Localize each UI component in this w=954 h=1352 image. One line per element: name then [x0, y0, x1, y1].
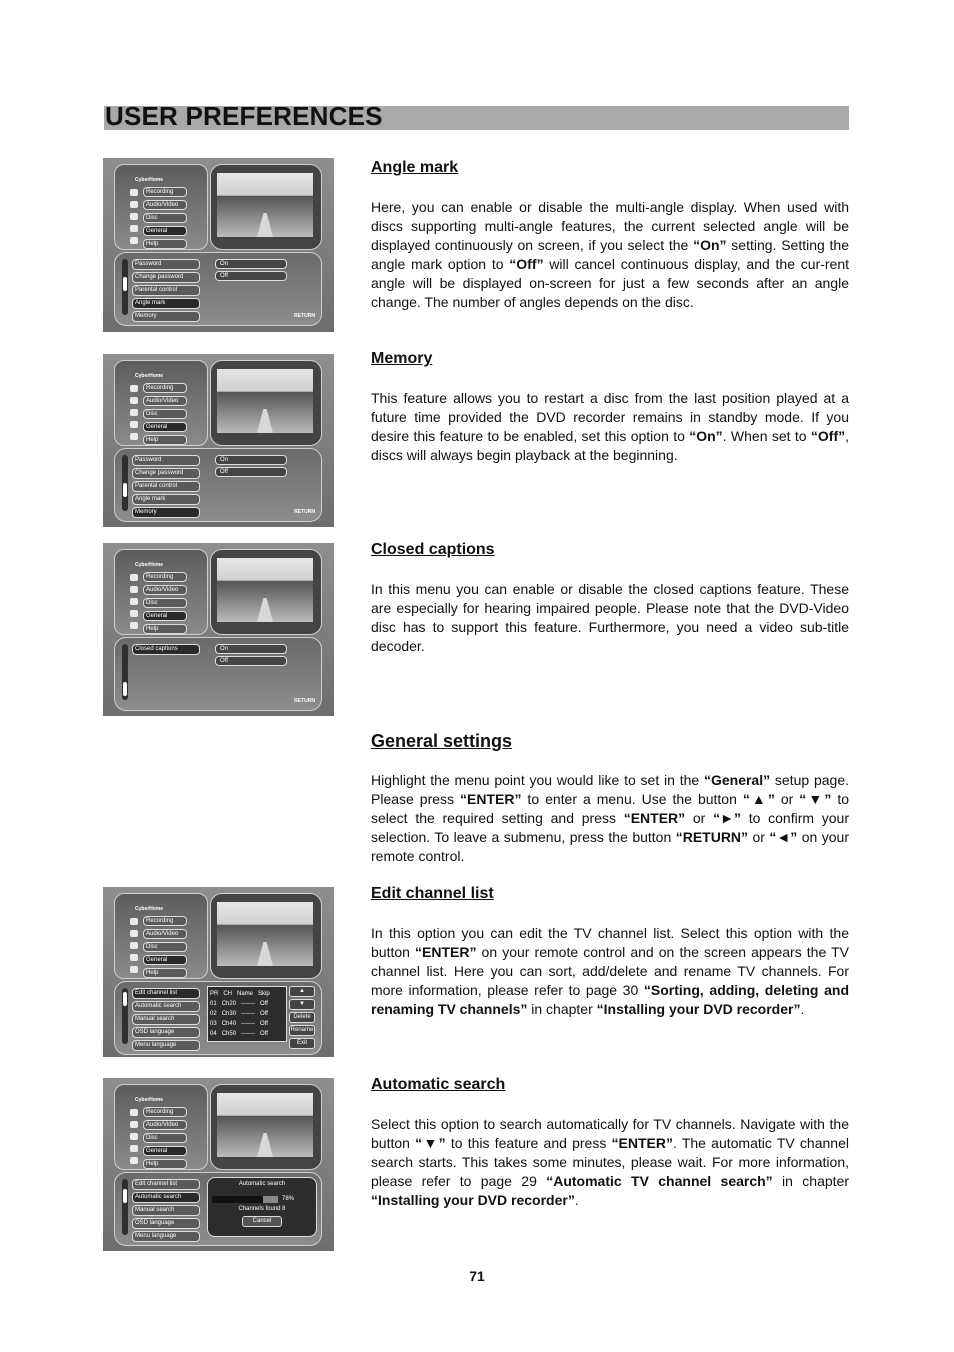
submenu-item-password[interactable]: Password [132, 455, 200, 466]
return-hint: RETURN [294, 698, 315, 704]
disc-icon [130, 213, 138, 220]
help-icon [130, 622, 138, 629]
option-list [215, 259, 281, 283]
submenu-item-angle-mark[interactable]: Angle mark [132, 494, 200, 505]
help-icon [130, 237, 138, 244]
brand-logo: CyberHome [135, 906, 164, 912]
submenu-panel [114, 981, 322, 1055]
recording-icon [130, 918, 138, 925]
page-title: USER PREFERENCES [105, 101, 383, 131]
menu-item-general[interactable]: General [143, 226, 187, 236]
table-row[interactable]: 04 Ch50 ------- Off [210, 1031, 268, 1037]
option-off[interactable]: Off [215, 271, 287, 281]
recording-icon [130, 574, 138, 581]
heading-general-settings: General settings [371, 731, 513, 751]
screenshot-closed-captions [103, 543, 334, 716]
preview-image [217, 902, 313, 966]
para-general-settings: Highlight the menu point you would like to set in the “General” setup page. Please press “ENTER” to enter a menu. Use the button “▲” or “▼” to select the required setting and press “ENTER” or “►” to confirm your selection. To leave a submenu, press the button “RETURN” or “◄” on your remote control. [371, 772, 850, 864]
menu-item-help[interactable]: Help [143, 435, 187, 445]
menu-item-audio-video[interactable]: Audio/Video [143, 585, 187, 595]
menu-item-recording[interactable]: Recording [143, 916, 187, 926]
submenu-item-memory[interactable]: Memory [132, 507, 200, 518]
tv-preview [210, 164, 322, 250]
preview-image [217, 558, 313, 622]
page-number: 71 [469, 1268, 485, 1284]
menu-item-general[interactable]: General [143, 1146, 187, 1156]
preview-image [217, 1093, 313, 1157]
table-row[interactable]: 01 Ch20 ------- Off [210, 1001, 268, 1007]
option-list [215, 644, 281, 668]
tv-preview [210, 549, 322, 635]
submenu-item-menu-language[interactable]: Menu language [132, 1040, 200, 1051]
automatic-search-dialog [207, 1177, 317, 1237]
column-header-name: Name [237, 991, 254, 997]
main-menu [143, 916, 183, 981]
disc-icon [130, 942, 138, 949]
audio-video-icon [130, 930, 138, 937]
main-menu [143, 1107, 183, 1172]
help-icon [130, 1157, 138, 1164]
brand-logo: CyberHome [135, 373, 164, 379]
menu-item-audio-video[interactable]: Audio/Video [143, 396, 187, 406]
return-hint: RETURN [294, 313, 315, 319]
menu-item-general[interactable]: General [143, 422, 187, 432]
heading-memory: Memory [371, 350, 433, 367]
brand-logo: CyberHome [135, 1097, 164, 1103]
submenu-item-automatic-search[interactable]: Automatic search [132, 1192, 200, 1203]
option-on[interactable]: On [215, 259, 287, 269]
scrollbar[interactable] [122, 988, 128, 1044]
channels-found: Channels found 8 [238, 1206, 286, 1212]
submenu [132, 455, 196, 520]
main-menu-panel [114, 360, 208, 446]
general-icon [130, 1145, 138, 1152]
column-header-ch: CH [223, 991, 233, 997]
menu-item-general[interactable]: General [143, 955, 187, 965]
tv-preview [210, 893, 322, 979]
menu-item-audio-video[interactable]: Audio/Video [143, 1120, 187, 1130]
main-menu-panel [114, 164, 208, 250]
menu-item-disc[interactable]: Disc [143, 409, 187, 419]
submenu-item-edit-channel-list[interactable]: Edit channel list [132, 988, 200, 999]
option-on[interactable]: On [215, 455, 287, 465]
tv-preview [210, 360, 322, 446]
column-header-skip: Skip [258, 991, 270, 997]
submenu-item-closed-captions[interactable]: Closed captions [132, 644, 200, 655]
scrollbar[interactable] [122, 1179, 128, 1235]
cancel-button[interactable]: Cancel [242, 1216, 282, 1227]
menu-item-recording[interactable]: Recording [143, 572, 187, 582]
audio-video-icon [130, 201, 138, 208]
para-angle-mark: Here, you can enable or disable the multi-angle display. When used with discs supporting multi-angle features, the current selected angle will be displayed continuously on screen, if you select the “On” setting. Setting the angle mark option to “Off” will cancel continuous display, and the cur-rent angle will be displayed on-screen for just a few seconds after an angle change. The number of angles depends on the disc. [371, 199, 850, 310]
return-hint: RETURN [294, 509, 315, 515]
scrollbar[interactable] [122, 644, 128, 700]
screenshot-automatic-search [103, 1078, 334, 1251]
brand-logo: CyberHome [135, 562, 164, 568]
submenu-panel [114, 637, 322, 711]
column-header-pr: PR [210, 991, 219, 997]
menu-item-help[interactable]: Help [143, 1159, 187, 1169]
recording-icon [130, 189, 138, 196]
screenshot-edit-channel-list [103, 887, 334, 1057]
menu-item-recording[interactable]: Recording [143, 187, 187, 197]
submenu-item-menu-language[interactable]: Menu language [132, 1231, 200, 1242]
main-menu-panel [114, 1084, 208, 1170]
submenu [132, 644, 196, 657]
submenu [132, 988, 196, 1053]
scrollbar[interactable] [122, 259, 128, 315]
menu-item-disc[interactable]: Disc [143, 213, 187, 223]
help-icon [130, 966, 138, 973]
menu-item-audio-video[interactable]: Audio/Video [143, 200, 187, 210]
channel-table-header [210, 989, 284, 999]
option-on[interactable]: On [215, 644, 287, 654]
submenu-item-memory[interactable]: Memory [132, 311, 200, 322]
submenu-item-manual-search[interactable]: Manual search [132, 1014, 200, 1025]
submenu-item-automatic-search[interactable]: Automatic search [132, 1001, 200, 1012]
tv-preview [210, 1084, 322, 1170]
delete-button[interactable]: Delete [289, 1012, 315, 1023]
dialog-title: Automatic search [238, 1181, 286, 1187]
menu-item-recording[interactable]: Recording [143, 383, 187, 393]
menu-item-recording[interactable]: Recording [143, 1107, 187, 1117]
menu-item-disc[interactable]: Disc [143, 598, 187, 608]
heading-automatic-search: Automatic search [371, 1076, 506, 1093]
scrollbar[interactable] [122, 455, 128, 511]
para-automatic-search: Select this option to search automatically for TV channels. Navigate with the button “▼” to this feature and press “ENTER”. The automatic TV channel search starts. This takes some minutes, please wait. For more information, please refer to page 29 “Automatic TV channel search” in chapter “Installing your DVD recorder”. [371, 1116, 849, 1208]
submenu-item-manual-search[interactable]: Manual search [132, 1205, 200, 1216]
main-menu-panel [114, 893, 208, 979]
menu-item-help[interactable]: Help [143, 968, 187, 978]
general-icon [130, 610, 138, 617]
exit-button[interactable]: Exit [289, 1038, 315, 1049]
option-list [215, 455, 281, 479]
table-row[interactable]: 02 Ch30 ------- Off [210, 1011, 268, 1017]
screenshot-angle-mark [103, 158, 334, 332]
screenshot-memory [103, 354, 334, 527]
recording-icon [130, 385, 138, 392]
menu-item-disc[interactable]: Disc [143, 1133, 187, 1143]
submenu-item-edit-channel-list[interactable]: Edit channel list [132, 1179, 200, 1190]
channel-buttons [289, 986, 315, 1051]
submenu-item-change-password[interactable]: Change password [132, 468, 200, 479]
general-icon [130, 954, 138, 961]
help-icon [130, 433, 138, 440]
move-up-icon[interactable]: ▲ [289, 986, 315, 997]
submenu-item-parental-control[interactable]: Parental control [132, 285, 200, 296]
para-memory: This feature allows you to restart a disc from the last position played at a future time provided the DVD recorder remains in standby mode. If you desire this feature to be enabled, set this option to “On”. When set to “Off”, discs will always begin playback at the beginning. [371, 390, 849, 463]
submenu-item-osd-language[interactable]: OSD language [132, 1027, 200, 1038]
menu-item-general[interactable]: General [143, 611, 187, 621]
table-row[interactable]: 03 Ch40 ------- Off [210, 1021, 268, 1027]
general-icon [130, 225, 138, 232]
disc-icon [130, 1133, 138, 1140]
menu-item-help[interactable]: Help [143, 239, 187, 249]
preview-image [217, 369, 313, 433]
menu-item-audio-video[interactable]: Audio/Video [143, 929, 187, 939]
move-down-icon[interactable]: ▼ [289, 999, 315, 1010]
submenu-item-angle-mark[interactable]: Angle mark [132, 298, 200, 309]
rename-button[interactable]: Rename [289, 1025, 315, 1036]
audio-video-icon [130, 1121, 138, 1128]
submenu-panel [114, 1172, 322, 1246]
audio-video-icon [130, 586, 138, 593]
main-menu [143, 187, 183, 252]
channel-table [207, 986, 287, 1042]
submenu-item-osd-language[interactable]: OSD language [132, 1218, 200, 1229]
preview-image [217, 173, 313, 237]
submenu-item-parental-control[interactable]: Parental control [132, 481, 200, 492]
recording-icon [130, 1109, 138, 1116]
heading-angle-mark: Angle mark [371, 159, 459, 176]
option-off[interactable]: Off [215, 656, 287, 666]
main-menu [143, 383, 183, 448]
submenu [132, 259, 196, 324]
submenu-panel [114, 252, 322, 326]
heading-edit-channel-list: Edit channel list [371, 885, 494, 902]
brand-logo: CyberHome [135, 177, 164, 183]
submenu [132, 1179, 196, 1244]
progress-bar [212, 1196, 278, 1203]
disc-icon [130, 409, 138, 416]
general-icon [130, 421, 138, 428]
submenu-panel [114, 448, 322, 522]
menu-item-help[interactable]: Help [143, 624, 187, 634]
progress-percent: 78% [282, 1196, 295, 1202]
submenu-item-password[interactable]: Password [132, 259, 200, 270]
para-edit-channel-list: In this option you can edit the TV channel list. Select this option with the button “ENTER” on your remote control and on the screen appears the TV channel list. Here you can sort, add/delete and rename TV channels. For more information, please refer to page 30 “Sorting, adding, deleting and renaming TV channels” in chapter “Installing your DVD recorder”. [371, 925, 849, 1017]
menu-item-disc[interactable]: Disc [143, 942, 187, 952]
main-menu-panel [114, 549, 208, 635]
audio-video-icon [130, 397, 138, 404]
heading-closed-captions: Closed captions [371, 541, 495, 558]
submenu-item-change-password[interactable]: Change password [132, 272, 200, 283]
para-closed-captions: In this menu you can enable or disable the closed captions feature. These are especially for hearing impaired people. Please note that the DVD-Video disc has to support this feature. Furthermore, you need a video sub-title decoder. [371, 581, 849, 654]
disc-icon [130, 598, 138, 605]
main-menu [143, 572, 183, 637]
option-off[interactable]: Off [215, 467, 287, 477]
